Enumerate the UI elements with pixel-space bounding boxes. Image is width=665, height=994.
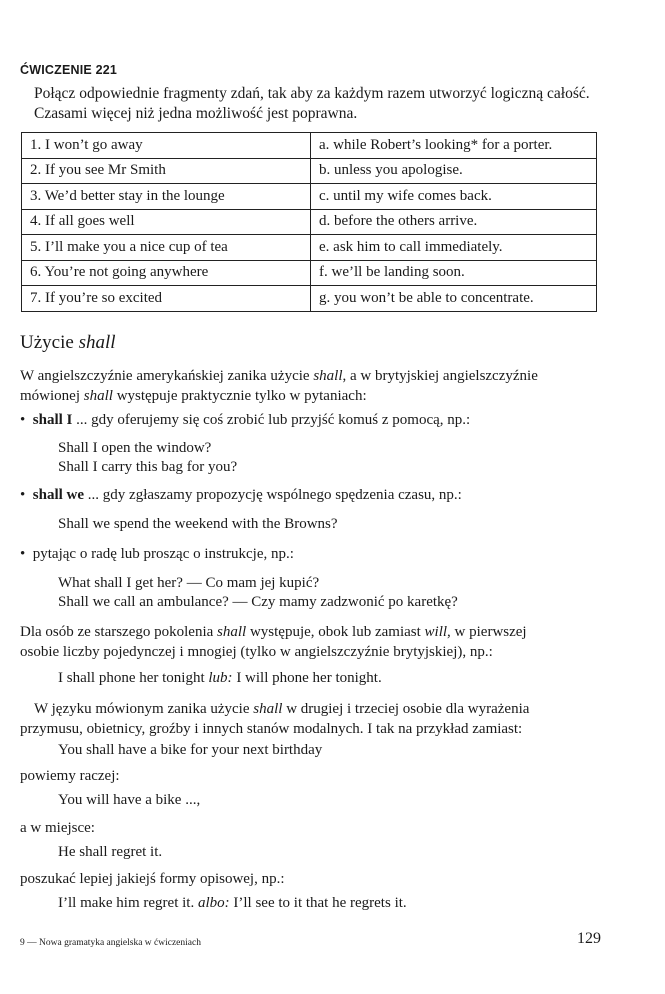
sentence-end: f. we’ll be landing soon. xyxy=(311,260,597,286)
example: I’ll make him regret it. albo: I’ll see to it that he regrets it. xyxy=(58,895,407,911)
exercise-title: ĆWICZENIE 221 xyxy=(20,63,118,77)
intro-line-1: W angielszczyźnie amerykańskiej zanika użycie shall, a w brytyjskiej angielszczyźnie xyxy=(20,368,538,384)
paragraph-spoken-1: W języku mówionym zanika użycie shall w drugiej i trzeciej osobie dla wyrażenia xyxy=(34,701,530,717)
section-title: Użycie shall xyxy=(20,332,116,353)
example: What shall I get her? — Co mam jej kupić? xyxy=(58,575,320,591)
sentence-start: 7. If you’re so excited xyxy=(22,286,311,312)
exercise-instruction: Połącz odpowiednie fragmenty zdań, tak aby za każdym razem utworzyć logiczną całość. Czasami więcej niż jedna możliwość jest poprawna. xyxy=(34,85,590,122)
sentence-start: 1. I won’t go away xyxy=(22,133,311,159)
page-number: 129 xyxy=(577,930,601,947)
table-row xyxy=(22,158,597,184)
example: Shall I open the window? xyxy=(58,440,212,456)
sentence-end: a. while Robert’s looking* for a porter. xyxy=(311,133,597,159)
sentence-end: e. ask him to call immediately. xyxy=(311,235,597,261)
matching-table xyxy=(21,132,597,312)
table-row xyxy=(22,209,597,235)
paragraph-rather: powiemy raczej: xyxy=(20,768,120,784)
table-row xyxy=(22,260,597,286)
paragraph-older-generation-1: Dla osób ze starszego pokolenia shall występuje, obok lub zamiast will, w pierwszej xyxy=(20,624,527,640)
example: Shall we spend the weekend with the Browns? xyxy=(58,516,338,532)
paragraph-older-generation-2: osobie liczby pojedynczej i mnogiej (tylko w angielszczyźnie brytyjskiej), np.: xyxy=(20,644,493,660)
sentence-end: c. until my wife comes back. xyxy=(311,184,597,210)
sentence-end: b. unless you apologise. xyxy=(311,158,597,184)
intro-line-2: mówionej shall występuje praktycznie tylko w pytaniach: xyxy=(20,388,367,404)
example: I shall phone her tonight lub: I will phone her tonight. xyxy=(58,670,382,686)
example: You will have a bike ..., xyxy=(58,792,201,808)
paragraph-spoken-2: przymusu, obietnicy, groźby i innych stanów modalnych. I tak na przykład zamiast: xyxy=(20,721,523,737)
sentence-start: 3. We’d better stay in the lounge xyxy=(22,184,311,210)
bullet-shall-i: • shall I ... gdy oferujemy się coś zrobić lub przyjść komuś z pomocą, np.: xyxy=(20,412,471,428)
paragraph-descriptive: poszukać lepiej jakiejś formy opisowej, np.: xyxy=(20,871,285,887)
example: Shall we call an ambulance? — Czy mamy zadzwonić po karetkę? xyxy=(58,594,458,610)
table-row xyxy=(22,286,597,312)
table-row xyxy=(22,133,597,159)
sentence-start: 5. I’ll make you a nice cup of tea xyxy=(22,235,311,261)
example: You shall have a bike for your next birthday xyxy=(58,742,323,758)
paragraph-instead: a w miejsce: xyxy=(20,820,95,836)
example: Shall I carry this bag for you? xyxy=(58,459,238,475)
sentence-start: 4. If all goes well xyxy=(22,209,311,235)
sentence-start: 2. If you see Mr Smith xyxy=(22,158,311,184)
footer-text: 9 — Nowa gramatyka angielska w ćwiczeniach xyxy=(20,938,201,948)
sentence-end: d. before the others arrive. xyxy=(311,209,597,235)
bullet-shall-we: • shall we ... gdy zgłaszamy propozycję wspólnego spędzenia czasu, np.: xyxy=(20,487,462,503)
sentence-end: g. you won’t be able to concentrate. xyxy=(311,286,597,312)
bullet-advice: • pytając o radę lub prosząc o instrukcje, np.: xyxy=(20,546,294,562)
table-row xyxy=(22,184,597,210)
table-row xyxy=(22,235,597,261)
example: He shall regret it. xyxy=(58,844,163,860)
sentence-start: 6. You’re not going anywhere xyxy=(22,260,311,286)
